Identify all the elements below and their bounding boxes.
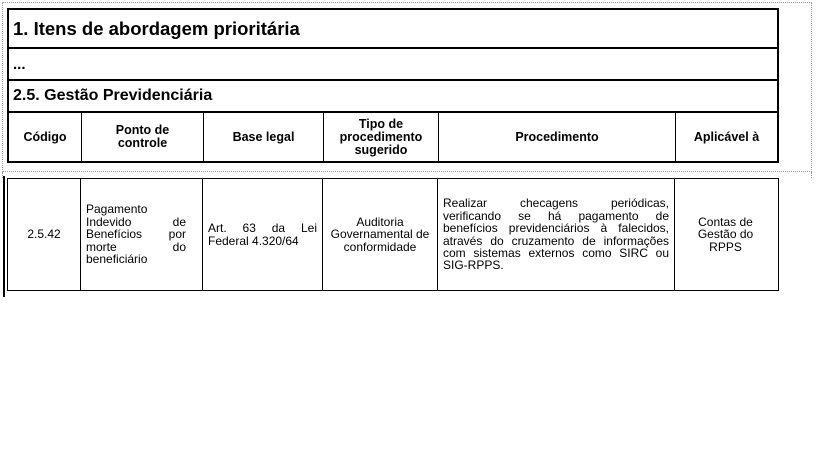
cell-procedimento: Realizar checagens periódicas, verificando se há pagamento de benefícios previdenciários à falecidos, através do cruzamento de informações com sistemas externos como SIRC ou SIG-RPPS. — [438, 179, 675, 290]
row-margin-line — [3, 176, 5, 297]
cell-tipo-procedimento: Auditoria Governamental de conformidade — [323, 179, 438, 290]
page-frame-edge-right — [811, 172, 812, 178]
cell-aplicavel: Contas de Gestão do RPPS — [697, 214, 754, 254]
cell-base-legal: Art. 63 da Lei Federal 4.320/64 — [203, 179, 323, 290]
col-header-aplicavel: Aplicável à — [693, 129, 760, 144]
col-header-codigo: Código — [9, 113, 82, 161]
header-table — [7, 8, 779, 163]
table-row — [7, 178, 779, 291]
column-headers — [9, 113, 777, 161]
section-heading-1: 1. Itens de abordagem prioritária — [9, 10, 777, 49]
ellipsis-row: ... — [9, 49, 777, 81]
col-header-procedimento: Procedimento — [439, 113, 676, 161]
col-header-tipo-procedimento: Tipo de procedimento sugerido — [324, 113, 439, 161]
cell-ponto-de-controle: Pagamento Indevido de Benefícios por morte do beneficiário — [81, 179, 203, 290]
section-heading-2-5: 2.5. Gestão Previdenciária — [9, 81, 777, 113]
col-header-base-legal: Base legal — [204, 113, 324, 161]
col-header-ponto-de-controle: Ponto de controle — [82, 113, 204, 161]
cell-codigo: 2.5.42 — [8, 179, 81, 290]
